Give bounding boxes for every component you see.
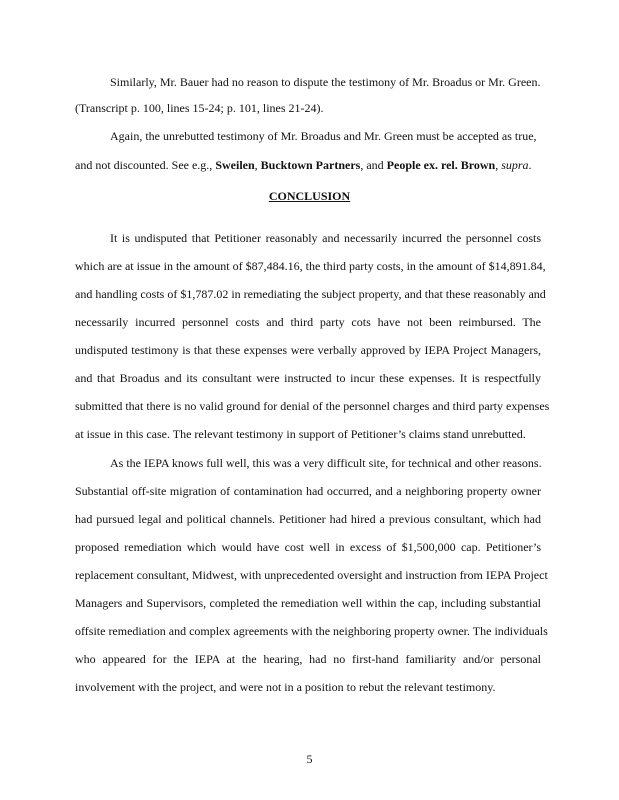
undisputed-line-2: which are at issue in the amount of $87,484.16, the third party costs, in the amount of $14,891.84, (75, 259, 546, 273)
again-text: and not discounted. See e.g., (75, 158, 216, 172)
iepa-line-6: Managers and Supervisors, completed the remediation well within the cap, including substantial (75, 596, 541, 610)
undisputed-line-3: and handling costs of $1,787.02 in remediating the subject property, and that these reasonably and (75, 287, 546, 301)
period: . (528, 158, 532, 172)
iepa-line-5: replacement consultant, Midwest, with unprecedented oversight and instruction from IEPA Project (75, 568, 548, 582)
iepa-line-2: Substantial off-site migration of contamination had occurred, and a neighboring property owner (75, 484, 541, 498)
undisputed-line-8: at issue in this case. The relevant testimony in support of Petitioner’s claims stand unrebutted. (75, 427, 526, 441)
section-heading-conclusion: CONCLUSION (268, 189, 351, 203)
undisputed-line-4: necessarily incurred personnel costs and third party cots have not been reimbursed. The (75, 315, 541, 329)
supra-italic: supra (501, 158, 529, 172)
paragraph-intro-line-1: Similarly, Mr. Bauer had no reason to dispute the testimony of Mr. Broadus or Mr. Green. (110, 75, 541, 89)
undisputed-line-5: undisputed testimony is that these expenses were verbally approved by IEPA Project Managers, (75, 343, 541, 357)
undisputed-line-1: It is undisputed that Petitioner reasonably and necessarily incurred the personnel costs (110, 231, 541, 245)
paragraph-again-line-1: Again, the unrebutted testimony of Mr. Broadus and Mr. Green must be accepted as true, (110, 129, 537, 143)
undisputed-line-6: and that Broadus and its consultant were instructed to incur these expenses. It is respectfully (75, 371, 541, 385)
iepa-line-4: proposed remediation which would have cost well in excess of $1,500,000 cap. Petitioner’s (75, 540, 541, 554)
page-number: 5 (306, 752, 313, 766)
separator: , and (360, 158, 387, 172)
paragraph-again-line-2 (75, 158, 541, 172)
citation-bucktown: Bucktown Partners (260, 158, 361, 172)
separator: , (495, 158, 502, 172)
paragraph-intro-line-2: (Transcript p. 100, lines 15-24; p. 101, lines 21-24). (75, 101, 324, 115)
iepa-line-3: had pursued legal and political channels. Petitioner had hired a previous consultant, which had (75, 512, 541, 526)
iepa-line-7: offsite remediation and complex agreements with the neighboring property owner. The individuals (75, 624, 548, 638)
iepa-line-9: involvement with the project, and were not in a position to rebut the relevant testimony. (75, 680, 496, 694)
citation-sweilen: Sweilen (215, 158, 255, 172)
citation-people-brown: People ex. rel. Brown (386, 158, 496, 172)
iepa-line-1: As the IEPA knows full well, this was a very difficult site, for technical and other reasons. (110, 456, 542, 470)
separator: , (254, 158, 261, 172)
undisputed-line-7: submitted that there is no valid ground for denial of the personnel charges and third party expenses (75, 399, 550, 413)
iepa-line-8: who appeared for the IEPA at the hearing, had no first-hand familiarity and/or personal (75, 652, 541, 666)
